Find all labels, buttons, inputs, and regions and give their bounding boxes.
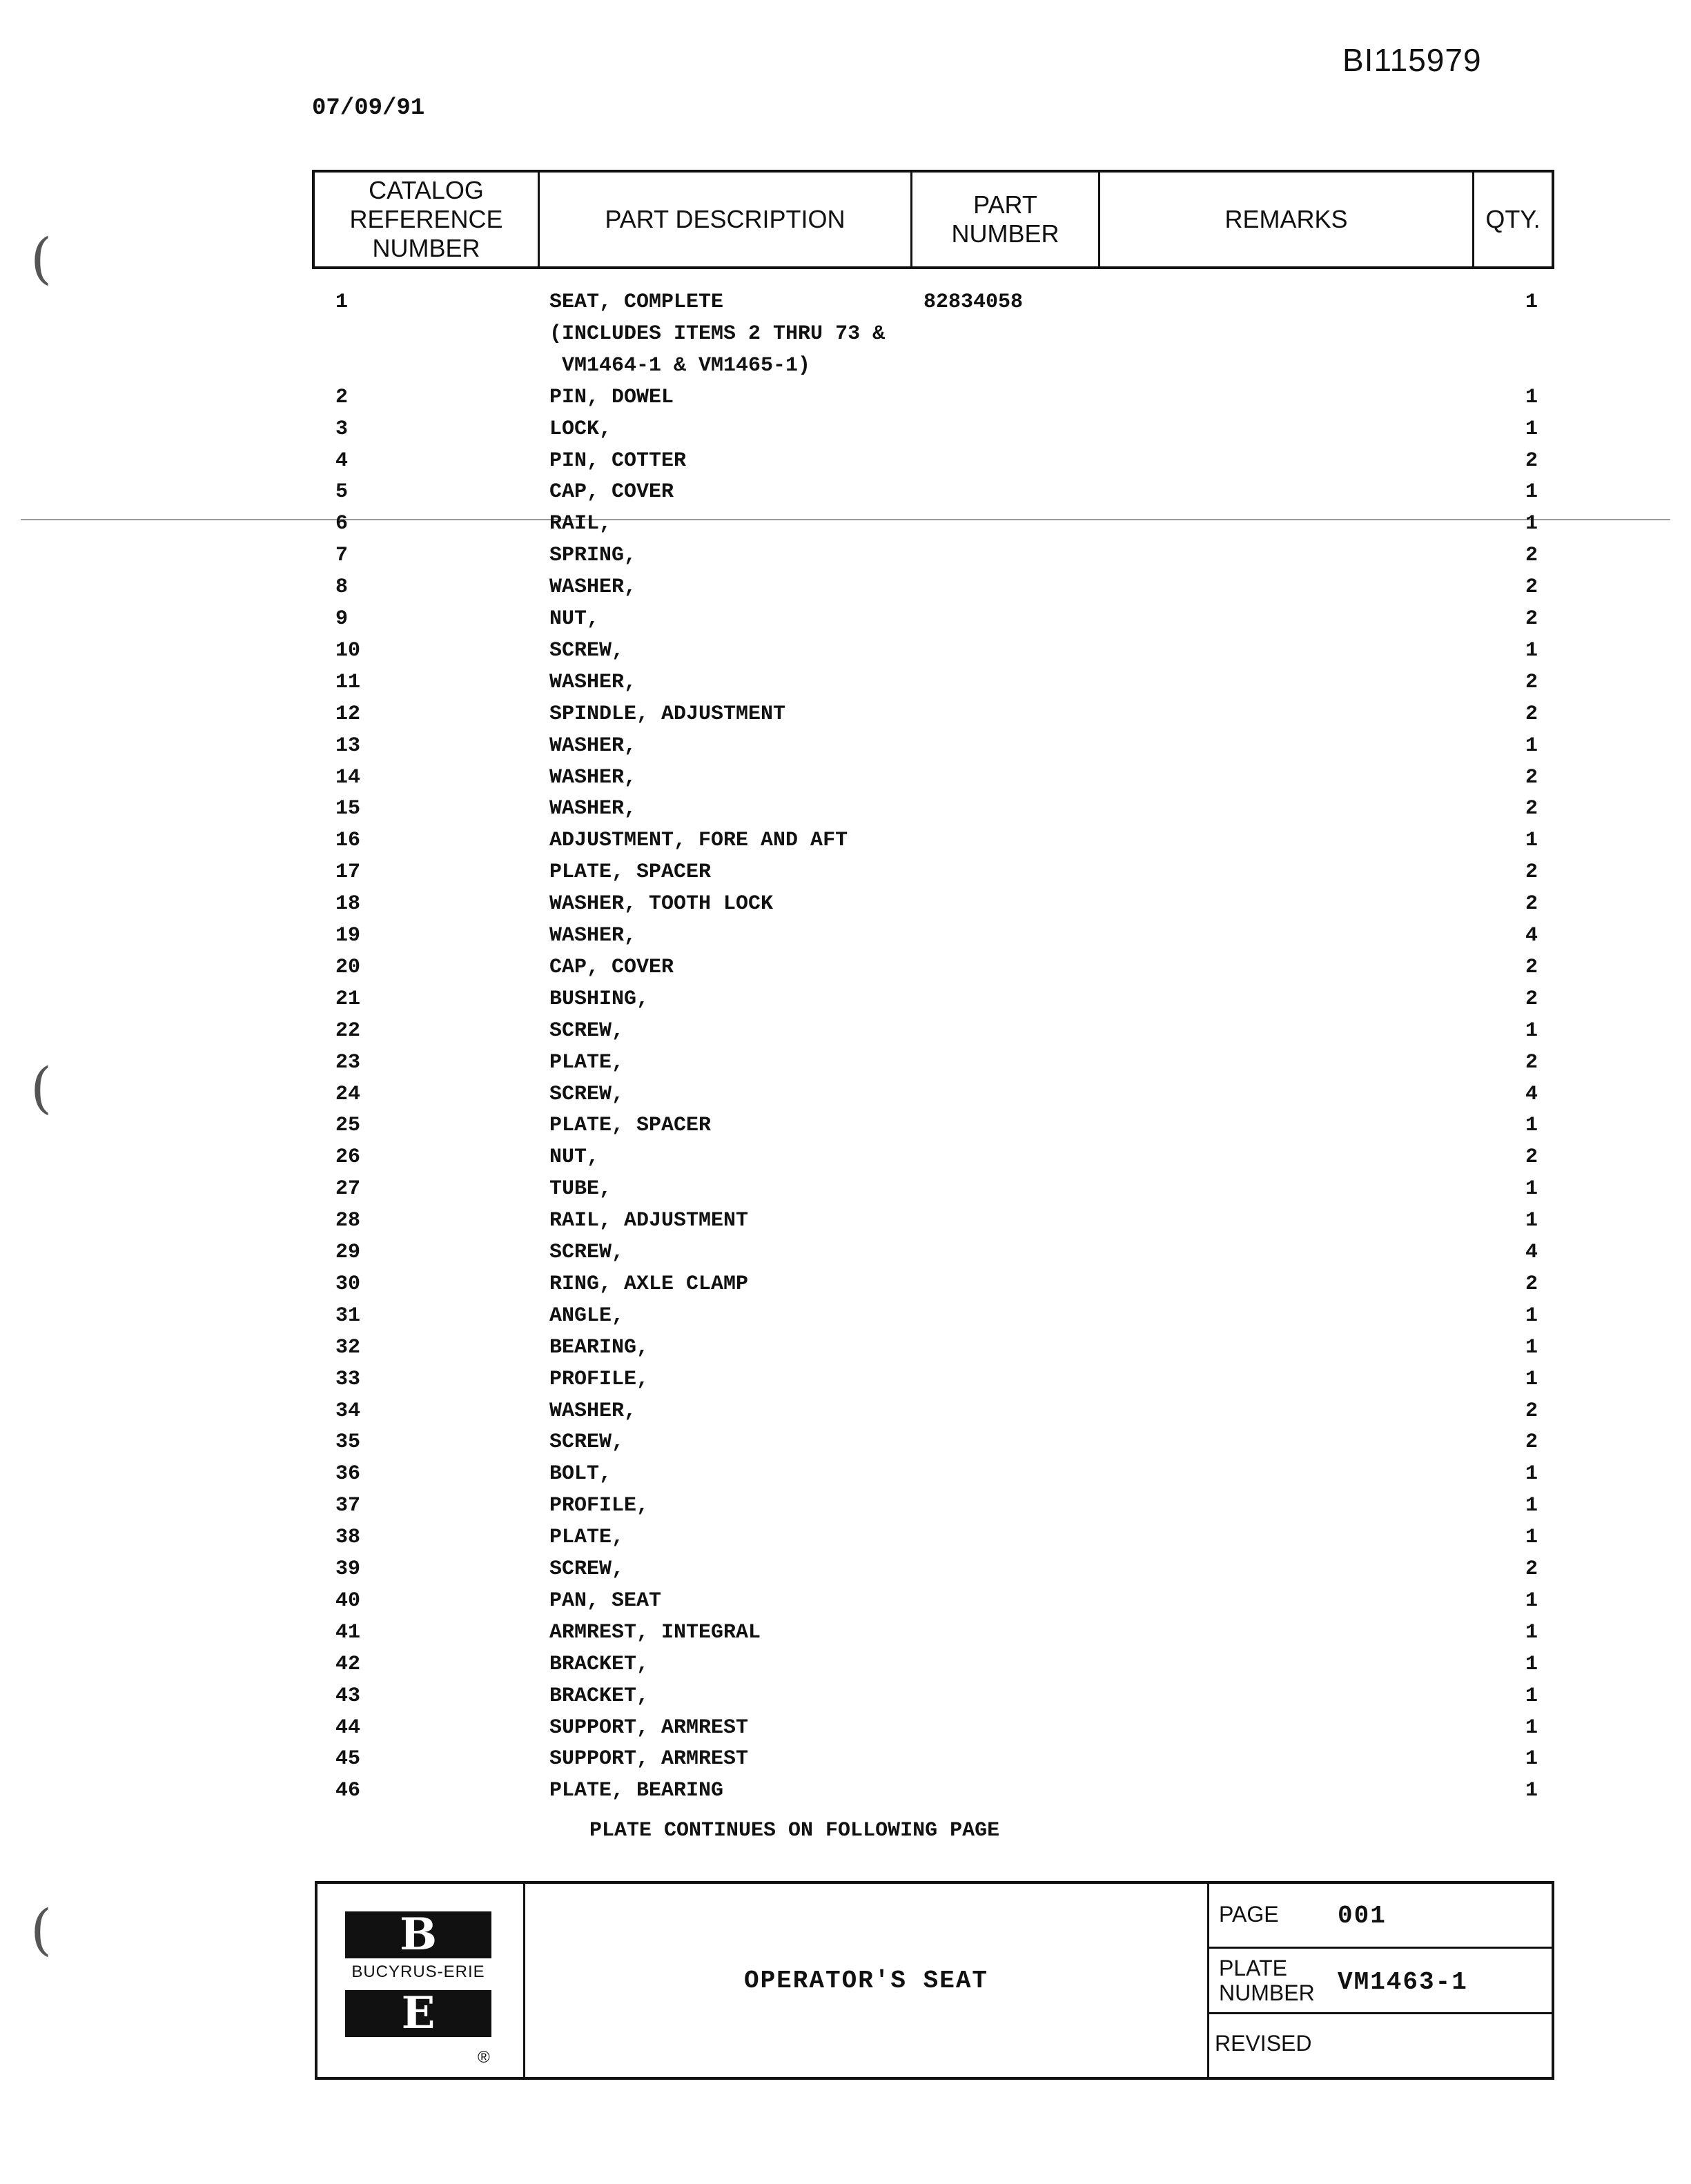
catalog-ref-cell: 5 — [335, 480, 349, 504]
qty-cell: 1 — [1525, 1526, 1538, 1550]
logo-e-block: E — [345, 1990, 491, 2037]
table-row — [0, 288, 1691, 320]
catalog-ref-cell: 42 — [335, 1652, 361, 1676]
part-description-cell: PAN, SEAT — [549, 1588, 662, 1613]
part-description-cell: RAIL, — [549, 512, 612, 536]
part-description-cell: PLATE, SPACER — [549, 860, 712, 885]
part-description-cell: WASHER, — [549, 734, 637, 758]
part-description-cell: PLATE, SPACER — [549, 1114, 712, 1138]
catalog-ref-cell: 4 — [335, 449, 349, 473]
part-description-cell: RAIL, ADJUSTMENT — [549, 1209, 749, 1233]
header-part-number: PART NUMBER — [912, 173, 1100, 266]
part-description-cell: SPINDLE, ADJUSTMENT — [549, 702, 786, 726]
catalog-ref-cell: 41 — [335, 1620, 361, 1644]
table-row — [0, 352, 1691, 384]
qty-cell: 2 — [1525, 544, 1538, 568]
catalog-ref-cell: 38 — [335, 1526, 361, 1550]
part-description-cell: BOLT, — [549, 1462, 612, 1486]
continues-note: PLATE CONTINUES ON FOLLOWING PAGE — [589, 1819, 1000, 1842]
catalog-ref-cell: 9 — [335, 607, 349, 631]
table-row — [0, 384, 1691, 415]
qty-cell: 1 — [1525, 1019, 1538, 1043]
logo-b-block: B — [345, 1911, 491, 1958]
table-row — [0, 1524, 1691, 1555]
scan-artifact-mark: ( — [30, 226, 52, 291]
qty-cell: 1 — [1525, 480, 1538, 504]
table-row — [0, 1619, 1691, 1651]
part-description-cell: ARMREST, INTEGRAL — [549, 1620, 761, 1644]
table-row — [0, 1143, 1691, 1175]
plate-title: OPERATOR'S SEAT — [743, 1966, 989, 1995]
part-description-cell: SCREW, — [549, 638, 625, 662]
qty-cell: 2 — [1525, 1145, 1538, 1170]
part-description-cell: WASHER, TOOTH LOCK — [549, 892, 774, 916]
part-description-cell: BEARING, — [549, 1335, 649, 1359]
catalog-ref-cell: 28 — [335, 1209, 361, 1233]
qty-cell: 2 — [1525, 702, 1538, 726]
qty-cell: 2 — [1525, 987, 1538, 1011]
catalog-ref-cell: 2 — [335, 385, 349, 409]
catalog-ref-cell: 12 — [335, 702, 361, 726]
header-qty: QTY. — [1485, 205, 1541, 233]
part-number-cell: 82834058 — [923, 291, 1024, 314]
part-description-cell: ANGLE, — [549, 1303, 625, 1328]
table-row — [0, 1049, 1691, 1081]
table-row — [0, 478, 1691, 510]
part-description-cell: SCREW, — [549, 1082, 625, 1106]
catalog-ref-cell: 21 — [335, 987, 361, 1011]
part-description-cell: TUBE, — [549, 1177, 612, 1201]
qty-cell: 2 — [1525, 860, 1538, 885]
qty-cell: 1 — [1525, 1620, 1538, 1644]
header-catalog-reference: CATALOG REFERENCE NUMBER — [315, 173, 540, 266]
part-description-cell: CAP, COVER — [549, 955, 674, 979]
qty-cell: 1 — [1525, 638, 1538, 662]
catalog-ref-cell: 17 — [335, 860, 361, 885]
part-description-cell: PLATE, — [549, 1526, 625, 1550]
table-row — [0, 764, 1691, 796]
part-description-cell: WASHER, — [549, 575, 637, 600]
part-description-cell: WASHER, — [549, 1399, 637, 1423]
title-cell — [525, 1884, 1209, 2077]
qty-cell: 2 — [1525, 955, 1538, 979]
part-description-cell: SCREW, — [549, 1241, 625, 1264]
revised-row — [1209, 2014, 1552, 2077]
catalog-ref-cell: 23 — [335, 1050, 361, 1074]
revised-label: REVISED — [1215, 2030, 1312, 2056]
catalog-ref-cell: 1 — [335, 291, 349, 314]
table-row — [0, 827, 1691, 858]
catalog-ref-cell: 22 — [335, 1019, 361, 1043]
qty-cell: 2 — [1525, 765, 1538, 789]
qty-cell: 1 — [1525, 1747, 1538, 1771]
table-row — [0, 637, 1691, 669]
part-description-cell: PLATE, — [549, 1050, 625, 1074]
plate-number-value: VM1463-1 — [1338, 1968, 1468, 1997]
document-date: 07/09/91 — [312, 95, 425, 121]
table-row — [0, 954, 1691, 985]
catalog-ref-cell: 32 — [335, 1335, 361, 1359]
catalog-ref-cell: 46 — [335, 1779, 361, 1803]
catalog-ref-cell: 29 — [335, 1241, 361, 1264]
qty-cell: 1 — [1525, 1367, 1538, 1391]
catalog-ref-cell: 19 — [335, 924, 361, 947]
catalog-ref-cell: 36 — [335, 1462, 361, 1486]
catalog-ref-cell: 15 — [335, 797, 361, 821]
qty-cell: 1 — [1525, 1494, 1538, 1518]
qty-cell: 2 — [1525, 1050, 1538, 1074]
qty-cell: 1 — [1525, 1652, 1538, 1676]
part-description-cell: ADJUSTMENT, FORE AND AFT — [549, 829, 848, 853]
qty-cell: 1 — [1525, 1588, 1538, 1613]
qty-cell: 1 — [1525, 1335, 1538, 1359]
table-row — [0, 447, 1691, 479]
part-description-cell: BUSHING, — [549, 987, 649, 1011]
table-row — [0, 1460, 1691, 1492]
catalog-ref-cell: 45 — [335, 1747, 361, 1771]
page-row — [1209, 1884, 1552, 1949]
table-row — [0, 1334, 1691, 1366]
table-row — [0, 1428, 1691, 1460]
part-description-cell: WASHER, — [549, 797, 637, 821]
part-description-cell: WASHER, — [549, 670, 637, 694]
qty-cell: 4 — [1525, 1241, 1538, 1264]
catalog-ref-cell: 3 — [335, 417, 349, 441]
logo-company-name: BUCYRUS-ERIE — [351, 1962, 485, 1981]
part-description-cell: (INCLUDES ITEMS 2 THRU 73 & — [549, 322, 886, 346]
qty-cell: 2 — [1525, 1430, 1538, 1455]
catalog-ref-cell: 43 — [335, 1684, 361, 1708]
part-description-cell: SCREW, — [549, 1019, 625, 1043]
plate-number-row — [1209, 1949, 1552, 2014]
scan-artifact-mark: ( — [30, 1898, 52, 1962]
table-row — [0, 1651, 1691, 1682]
part-description-cell: WASHER, — [549, 765, 637, 789]
qty-cell: 1 — [1525, 1715, 1538, 1740]
catalog-ref-cell: 33 — [335, 1367, 361, 1391]
qty-cell: 1 — [1525, 512, 1538, 536]
part-description-cell: PROFILE, — [549, 1494, 649, 1518]
part-description-cell: PIN, COTTER — [549, 449, 687, 473]
table-row — [0, 795, 1691, 827]
part-description-cell: SCREW, — [549, 1430, 625, 1455]
table-row — [0, 1777, 1691, 1809]
qty-cell: 2 — [1525, 607, 1538, 631]
catalog-ref-cell: 27 — [335, 1177, 361, 1201]
catalog-ref-cell: 8 — [335, 575, 349, 600]
qty-cell: 1 — [1525, 829, 1538, 853]
catalog-ref-cell: 13 — [335, 734, 361, 758]
qty-cell: 1 — [1525, 1303, 1538, 1328]
part-description-cell: WASHER, — [549, 924, 637, 947]
table-row — [0, 320, 1691, 352]
part-description-cell: LOCK, — [549, 417, 612, 441]
table-row — [0, 669, 1691, 700]
part-description-cell: VM1464-1 & VM1465-1) — [549, 353, 811, 377]
table-row — [0, 1207, 1691, 1239]
part-description-cell: NUT, — [549, 607, 600, 631]
qty-cell: 2 — [1525, 1557, 1538, 1581]
part-description-cell: SUPPORT, ARMREST — [549, 1715, 749, 1740]
table-row — [0, 1492, 1691, 1524]
qty-cell: 1 — [1525, 1114, 1538, 1138]
page-label: PAGE — [1219, 1902, 1279, 1927]
catalog-ref-cell: 10 — [335, 638, 361, 662]
table-row — [0, 510, 1691, 542]
table-row — [0, 985, 1691, 1017]
catalog-ref-cell: 6 — [335, 512, 349, 536]
qty-cell: 1 — [1525, 1684, 1538, 1708]
catalog-ref-cell: 25 — [335, 1114, 361, 1138]
qty-cell: 1 — [1525, 1209, 1538, 1233]
part-description-cell: PIN, DOWEL — [549, 385, 674, 409]
catalog-ref-cell: 30 — [335, 1272, 361, 1296]
qty-cell: 1 — [1525, 1177, 1538, 1201]
catalog-ref-cell: 16 — [335, 829, 361, 853]
catalog-ref-cell: 40 — [335, 1588, 361, 1613]
catalog-ref-cell: 37 — [335, 1494, 361, 1518]
catalog-ref-cell: 35 — [335, 1430, 361, 1455]
table-row — [0, 573, 1691, 605]
plate-number-label: PLATE NUMBER — [1219, 1956, 1315, 2006]
qty-cell: 1 — [1525, 1462, 1538, 1486]
table-row — [0, 1017, 1691, 1049]
catalog-ref-cell: 20 — [335, 955, 361, 979]
table-row — [0, 605, 1691, 637]
document-id: BI115979 — [1342, 42, 1482, 78]
qty-cell: 1 — [1525, 417, 1538, 441]
catalog-ref-cell: 26 — [335, 1145, 361, 1170]
catalog-ref-cell: 44 — [335, 1715, 361, 1740]
qty-cell: 1 — [1525, 1779, 1538, 1803]
part-description-cell: CAP, COVER — [549, 480, 674, 504]
table-row — [0, 700, 1691, 732]
table-row — [0, 415, 1691, 447]
table-row — [0, 732, 1691, 764]
qty-cell: 2 — [1525, 1272, 1538, 1296]
catalog-ref-cell: 14 — [335, 765, 361, 789]
table-row — [0, 1239, 1691, 1270]
part-description-cell: RING, AXLE CLAMP — [549, 1272, 749, 1296]
table-row — [0, 1081, 1691, 1112]
table-row — [0, 1302, 1691, 1334]
qty-cell: 1 — [1525, 291, 1538, 314]
table-row — [0, 1745, 1691, 1777]
qty-cell: 1 — [1525, 385, 1538, 409]
header-remarks: REMARKS — [1100, 173, 1474, 266]
table-row — [0, 1714, 1691, 1746]
qty-cell: 4 — [1525, 1082, 1538, 1106]
registered-mark: ® — [478, 2048, 490, 2067]
table-row — [0, 1175, 1691, 1207]
bucyrus-erie-logo — [317, 1884, 525, 2077]
parts-table-header — [312, 170, 1554, 269]
catalog-ref-cell: 11 — [335, 670, 361, 694]
part-description-cell: BRACKET, — [549, 1684, 649, 1708]
catalog-ref-cell: 7 — [335, 544, 349, 568]
qty-cell: 2 — [1525, 449, 1538, 473]
table-row — [0, 1682, 1691, 1714]
catalog-ref-cell: 34 — [335, 1399, 361, 1423]
qty-cell: 4 — [1525, 924, 1538, 947]
part-description-cell: SUPPORT, ARMREST — [549, 1747, 749, 1771]
part-description-cell: BRACKET, — [549, 1652, 649, 1676]
part-description-cell: PLATE, BEARING — [549, 1779, 724, 1803]
part-description-cell: NUT, — [549, 1145, 600, 1170]
scan-artifact-mark: ( — [30, 1056, 52, 1120]
table-row — [0, 1587, 1691, 1619]
table-row — [0, 1270, 1691, 1302]
qty-cell: 1 — [1525, 734, 1538, 758]
table-row — [0, 922, 1691, 954]
qty-cell: 2 — [1525, 797, 1538, 821]
catalog-ref-cell: 24 — [335, 1082, 361, 1106]
page-value: 001 — [1338, 1902, 1387, 1930]
table-row — [0, 542, 1691, 573]
part-description-cell: SEAT, COMPLETE — [549, 291, 724, 314]
catalog-ref-cell: 18 — [335, 892, 361, 916]
table-row — [0, 1555, 1691, 1587]
header-part-description: PART DESCRIPTION — [540, 173, 912, 266]
part-description-cell: PROFILE, — [549, 1367, 649, 1391]
table-row — [0, 858, 1691, 890]
catalog-ref-cell: 31 — [335, 1303, 361, 1328]
table-row — [0, 1366, 1691, 1397]
qty-cell: 2 — [1525, 892, 1538, 916]
table-row — [0, 1112, 1691, 1143]
part-description-cell: SCREW, — [549, 1557, 625, 1581]
table-row — [0, 1397, 1691, 1429]
table-row — [0, 890, 1691, 922]
qty-cell: 2 — [1525, 575, 1538, 600]
part-description-cell: SPRING, — [549, 544, 637, 568]
title-block — [315, 1881, 1554, 2080]
qty-cell: 2 — [1525, 1399, 1538, 1423]
catalog-ref-cell: 39 — [335, 1557, 361, 1581]
qty-cell: 2 — [1525, 670, 1538, 694]
info-cell — [1209, 1884, 1552, 2077]
